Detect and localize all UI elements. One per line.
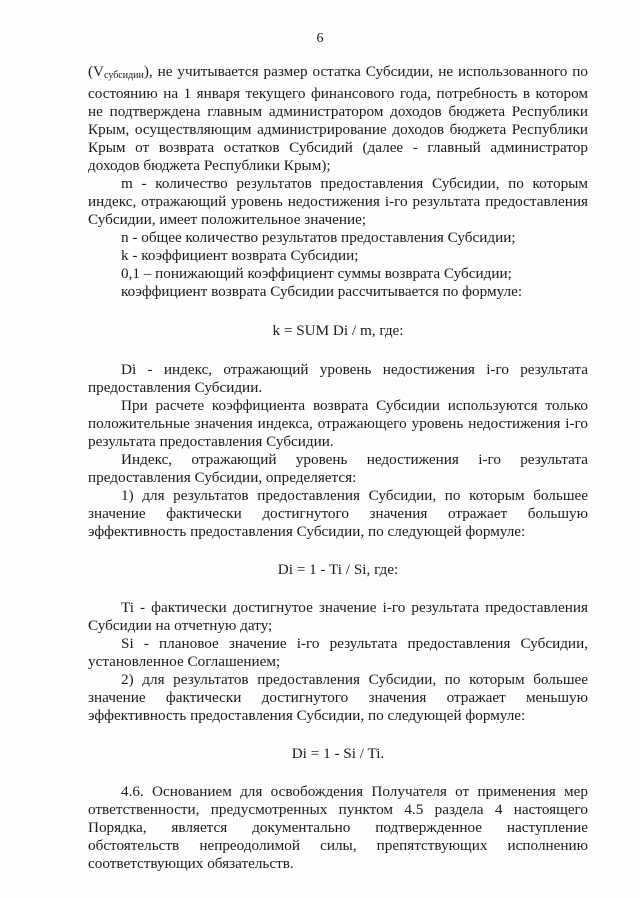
paragraph-case-two: 2) для результатов предоставления Субсидии, по которым большее значение фактически достигнутого значения отражает меньшую эффективность предоставления Субсидии, по следующей формуле: — [88, 671, 588, 724]
paragraph-reduction-coefficient: 0,1 – понижающий коэффициент суммы возврата Субсидии; — [121, 265, 512, 282]
formula-di-si-ti: Di = 1 - Si / Ti. — [291, 745, 385, 762]
v-subsidy-subscript: субсидии — [104, 70, 144, 81]
paragraph-section-4-6: 4.6. Основанием для освобождения Получателя от применения мер ответственности, предусмотренных пунктом 4.5 раздела 4 настоящего Порядка, является документально подтвержденное наступление обстоятельств непреодолимой силы, препятствующих исполнению соответствующих обязательств. — [88, 783, 588, 872]
paragraph-m-definition: m - количество результатов предоставления Субсидии, по которым индекс, отражающий уровень недостижения i-го результата предоставления Субсидии, имеет положительное значение; — [88, 175, 588, 228]
paragraph-ti-definition: Ti - фактически достигнутое значение i-го результата предоставления Субсидии на отчетную дату; — [88, 599, 588, 634]
paragraph-di-definition: Di - индекс, отражающий уровень недостижения i-го результата предоставления Субсидии. — [88, 361, 588, 396]
paragraph-positive-values: При расчете коэффициента возврата Субсидии используются только положительные значения индекса, отражающего уровень недостижения i-го результата предоставления Субсидии. — [88, 397, 588, 450]
v-subsidy-text: ), не учитывается размер остатка Субсидии, не использованного по состоянию на 1 января текущего финансового года, потребность в котором не подтверждена главным администратором доходов бюджета Республики Крым, осуществляющим администрирование доходов бюджета Республики Крым от возврата остатков Субсидий (далее - главный администратор доходов бюджета Республики Крым); — [88, 63, 588, 174]
paragraph-si-definition: Si - плановое значение i-го результата предоставления Субсидии, установленное Соглашением; — [88, 635, 588, 670]
paragraph-n-definition: n - общее количество результатов предоставления Субсидии; — [121, 229, 516, 246]
paragraph-formula-intro: коэффициент возврата Субсидии рассчитывается по формуле: — [121, 283, 523, 300]
page-number: 6 — [316, 31, 324, 46]
formula-k: k = SUM Di / m, где: — [272, 322, 404, 339]
paragraph-case-one: 1) для результатов предоставления Субсидии, по которым большее значение фактически достигнутого значения отражает большую эффективность предоставления Субсидии, по следующей формуле: — [88, 487, 588, 540]
formula-di-ti-si: Di = 1 - Ti / Si, где: — [277, 561, 399, 578]
paragraph-v-subsidy — [88, 63, 588, 175]
v-subsidy-open: (V — [88, 63, 105, 80]
document-body — [88, 63, 588, 873]
paragraph-index-determined: Индекс, отражающий уровень недостижения i-го результата предоставления Субсидии, определяется: — [88, 451, 588, 486]
paragraph-k-definition: k - коэффициент возврата Субсидии; — [121, 247, 359, 264]
